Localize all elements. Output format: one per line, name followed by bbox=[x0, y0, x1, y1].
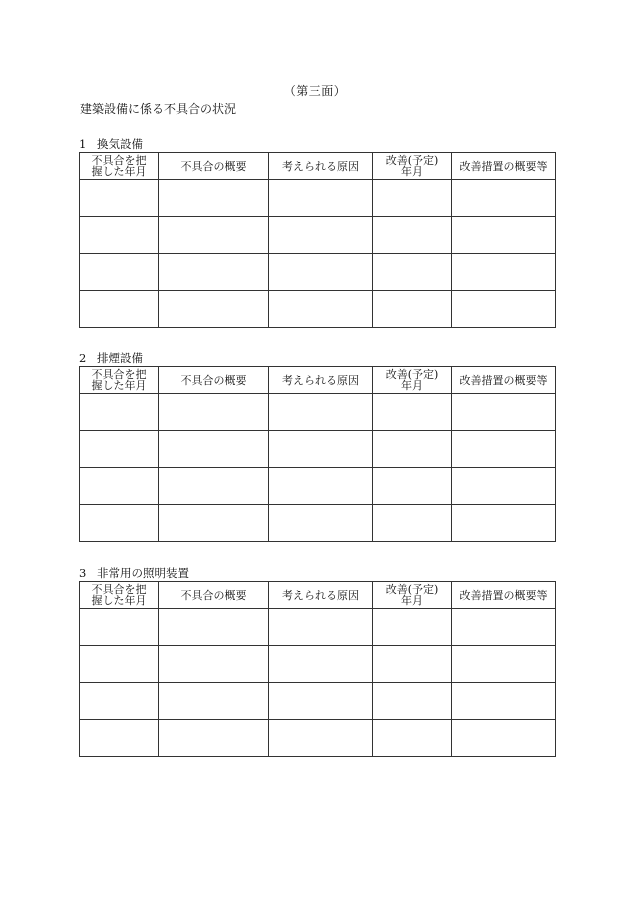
table-row bbox=[80, 646, 556, 683]
table-cell[interactable] bbox=[373, 291, 452, 328]
header-fix-date-line-1: 改善(予定) bbox=[385, 368, 439, 381]
table-cell[interactable] bbox=[452, 646, 556, 683]
header-found-date-line-2: 握した年月 bbox=[91, 594, 147, 607]
section-title: 換気設備 bbox=[97, 137, 143, 151]
table-cell[interactable] bbox=[80, 431, 159, 468]
table-cell[interactable] bbox=[452, 394, 556, 431]
table-cell[interactable] bbox=[80, 254, 159, 291]
table-cell[interactable] bbox=[452, 291, 556, 328]
table-row bbox=[80, 609, 556, 646]
table-cell[interactable] bbox=[80, 394, 159, 431]
table-cell[interactable] bbox=[452, 431, 556, 468]
header-measures-line-1: 改善措置の概要等 bbox=[459, 159, 548, 173]
table-cell[interactable] bbox=[452, 180, 556, 217]
section-title: 非常用の照明装置 bbox=[97, 566, 189, 580]
table-cell[interactable] bbox=[269, 254, 373, 291]
table-row bbox=[80, 217, 556, 254]
header-summary-line-1: 不具合の概要 bbox=[180, 373, 247, 387]
table-cell[interactable] bbox=[373, 505, 452, 542]
header-found-date-line-1: 不具合を把 bbox=[91, 154, 147, 167]
table-cell[interactable] bbox=[80, 505, 159, 542]
table-cell[interactable] bbox=[269, 720, 373, 757]
table-row bbox=[80, 254, 556, 291]
header-found-date-line-1: 不具合を把 bbox=[91, 583, 147, 596]
table-cell[interactable] bbox=[80, 609, 159, 646]
table-cell[interactable] bbox=[373, 431, 452, 468]
document-title: 建築設備に係る不具合の状況 bbox=[80, 102, 237, 116]
table-cell[interactable] bbox=[269, 217, 373, 254]
header-found-date-line-2: 握した年月 bbox=[91, 379, 147, 392]
table-row bbox=[80, 394, 556, 431]
table-header-row bbox=[80, 367, 556, 394]
section-heading bbox=[79, 137, 551, 151]
table-cell[interactable] bbox=[269, 394, 373, 431]
header-summary bbox=[159, 367, 269, 394]
table-cell[interactable] bbox=[452, 505, 556, 542]
section-heading bbox=[79, 351, 551, 365]
table-row bbox=[80, 683, 556, 720]
header-fix-date-line-1: 改善(予定) bbox=[385, 583, 439, 596]
header-summary-line-1: 不具合の概要 bbox=[180, 159, 247, 173]
section-3 bbox=[79, 566, 551, 757]
defect-table bbox=[79, 366, 556, 542]
header-cause-line-1: 考えられる原因 bbox=[282, 159, 359, 173]
section-title: 排煙設備 bbox=[97, 351, 143, 365]
header-found-date-line-2: 握した年月 bbox=[91, 165, 147, 178]
header-measures bbox=[452, 582, 556, 609]
table-cell[interactable] bbox=[159, 468, 269, 505]
table-cell[interactable] bbox=[269, 646, 373, 683]
header-measures bbox=[452, 367, 556, 394]
section-number: 1 bbox=[79, 137, 87, 151]
table-cell[interactable] bbox=[159, 254, 269, 291]
table-cell[interactable] bbox=[80, 217, 159, 254]
table-cell[interactable] bbox=[159, 431, 269, 468]
table-cell[interactable] bbox=[80, 683, 159, 720]
header-measures bbox=[452, 153, 556, 180]
table-cell[interactable] bbox=[159, 217, 269, 254]
table-cell[interactable] bbox=[159, 505, 269, 542]
table-cell[interactable] bbox=[373, 720, 452, 757]
header-measures-line-1: 改善措置の概要等 bbox=[459, 588, 548, 602]
table-cell[interactable] bbox=[80, 720, 159, 757]
table-cell[interactable] bbox=[269, 505, 373, 542]
table-cell[interactable] bbox=[452, 217, 556, 254]
table-header-row bbox=[80, 582, 556, 609]
header-cause bbox=[269, 582, 373, 609]
table-cell[interactable] bbox=[373, 217, 452, 254]
header-cause-line-1: 考えられる原因 bbox=[282, 588, 359, 602]
header-found-date bbox=[80, 582, 159, 609]
defect-table bbox=[79, 152, 556, 328]
table-cell[interactable] bbox=[452, 720, 556, 757]
defect-table bbox=[79, 581, 556, 757]
table-row bbox=[80, 505, 556, 542]
table-cell[interactable] bbox=[80, 468, 159, 505]
table-cell[interactable] bbox=[373, 394, 452, 431]
table-cell[interactable] bbox=[373, 646, 452, 683]
header-fix-date bbox=[373, 367, 452, 394]
table-cell[interactable] bbox=[373, 609, 452, 646]
table-cell[interactable] bbox=[373, 254, 452, 291]
table-cell[interactable] bbox=[373, 683, 452, 720]
header-cause bbox=[269, 153, 373, 180]
table-cell[interactable] bbox=[452, 683, 556, 720]
section-number: 2 bbox=[79, 351, 87, 365]
table-cell[interactable] bbox=[159, 646, 269, 683]
page-label: （第三面） bbox=[283, 84, 347, 98]
header-cause bbox=[269, 367, 373, 394]
section-1 bbox=[79, 137, 551, 328]
table-cell[interactable] bbox=[269, 180, 373, 217]
header-measures-line-1: 改善措置の概要等 bbox=[459, 373, 548, 387]
header-fix-date bbox=[373, 153, 452, 180]
header-cause-line-1: 考えられる原因 bbox=[282, 373, 359, 387]
table-cell[interactable] bbox=[452, 254, 556, 291]
table-row bbox=[80, 291, 556, 328]
header-fix-date-line-2: 年月 bbox=[401, 594, 423, 607]
table-row bbox=[80, 720, 556, 757]
table-cell[interactable] bbox=[80, 291, 159, 328]
table-cell[interactable] bbox=[159, 720, 269, 757]
table-row bbox=[80, 180, 556, 217]
table-cell[interactable] bbox=[269, 683, 373, 720]
header-fix-date-line-2: 年月 bbox=[401, 165, 423, 178]
section-2 bbox=[79, 351, 551, 542]
header-summary bbox=[159, 582, 269, 609]
header-summary bbox=[159, 153, 269, 180]
table-cell[interactable] bbox=[159, 609, 269, 646]
header-fix-date-line-2: 年月 bbox=[401, 379, 423, 392]
header-found-date bbox=[80, 153, 159, 180]
table-cell[interactable] bbox=[159, 683, 269, 720]
header-summary-line-1: 不具合の概要 bbox=[180, 588, 247, 602]
table-cell[interactable] bbox=[452, 468, 556, 505]
table-cell[interactable] bbox=[269, 468, 373, 505]
table-cell[interactable] bbox=[373, 468, 452, 505]
table-cell[interactable] bbox=[269, 431, 373, 468]
header-found-date-line-1: 不具合を把 bbox=[91, 368, 147, 381]
table-cell[interactable] bbox=[452, 609, 556, 646]
table-cell[interactable] bbox=[269, 291, 373, 328]
header-found-date bbox=[80, 367, 159, 394]
section-number: 3 bbox=[79, 566, 87, 580]
table-cell[interactable] bbox=[159, 394, 269, 431]
table-cell[interactable] bbox=[80, 646, 159, 683]
header-fix-date-line-1: 改善(予定) bbox=[385, 154, 439, 167]
table-cell[interactable] bbox=[159, 291, 269, 328]
table-cell[interactable] bbox=[373, 180, 452, 217]
section-heading bbox=[79, 566, 551, 580]
table-cell[interactable] bbox=[80, 180, 159, 217]
table-row bbox=[80, 431, 556, 468]
header-fix-date bbox=[373, 582, 452, 609]
table-header-row bbox=[80, 153, 556, 180]
table-cell[interactable] bbox=[159, 180, 269, 217]
table-row bbox=[80, 468, 556, 505]
table-cell[interactable] bbox=[269, 609, 373, 646]
